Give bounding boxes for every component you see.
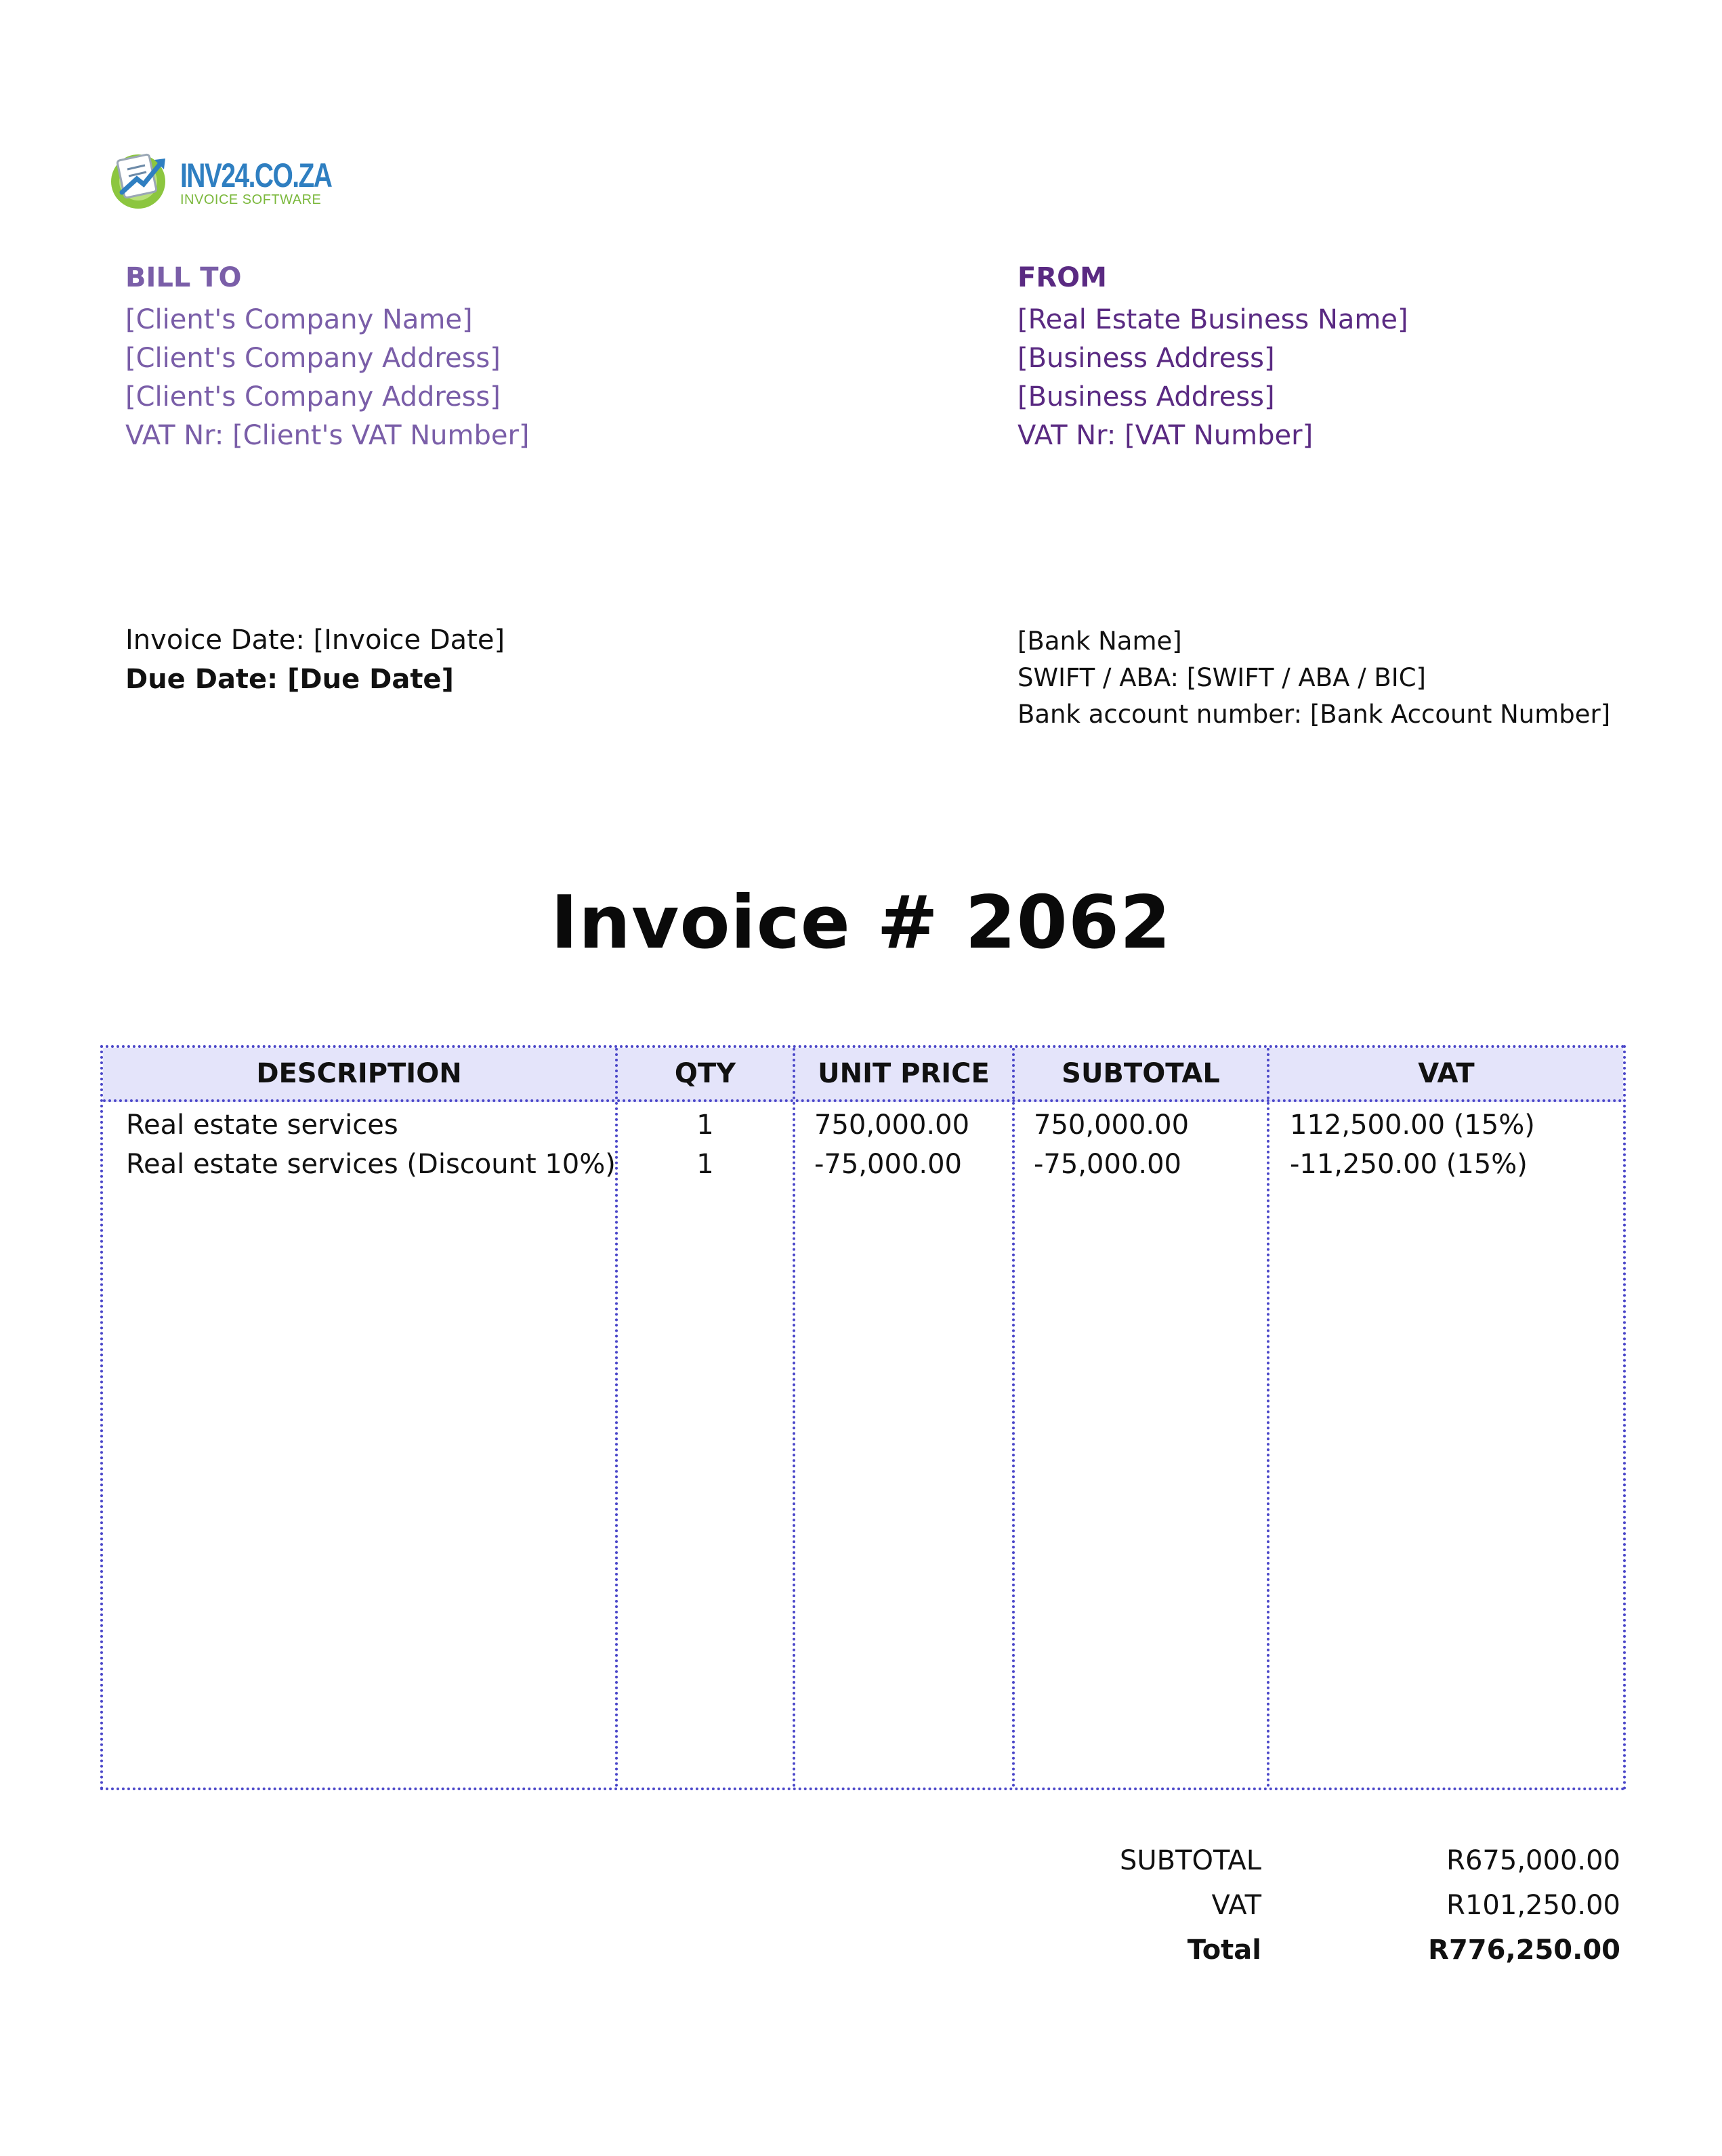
logo-tagline: INVOICE SOFTWARE — [180, 192, 322, 207]
row-1-subtotal: 750,000.00 — [1034, 1109, 1190, 1141]
row-2-subtotal: -75,000.00 — [1034, 1149, 1182, 1180]
bank-account-number: Bank account number: [Bank Account Number] — [1017, 700, 1611, 729]
bank-swift: SWIFT / ABA: [SWIFT / ABA / BIC] — [1017, 663, 1426, 692]
column-divider — [793, 1048, 795, 1788]
business-address-line-2: [Business Address] — [1017, 381, 1275, 413]
business-address-line-1: [Business Address] — [1017, 343, 1275, 374]
row-2-unit-price: -75,000.00 — [814, 1149, 963, 1180]
invoice-dates — [125, 627, 505, 705]
bill-to-block — [125, 264, 530, 461]
due-date: Due Date: [Due Date] — [125, 664, 454, 695]
vat-label: VAT — [1211, 1890, 1261, 1921]
header-subtotal: SUBTOTAL — [1062, 1058, 1220, 1089]
row-1-unit-price: 750,000.00 — [814, 1109, 970, 1141]
row-2-description: Real estate services (Discount 10%) — [126, 1149, 616, 1180]
subtotal-label: SUBTOTAL — [1119, 1845, 1261, 1876]
client-address-line-2: [Client's Company Address] — [125, 381, 501, 413]
client-vat-number: VAT Nr: [Client's VAT Number] — [125, 420, 530, 451]
business-name: [Real Estate Business Name] — [1017, 304, 1408, 335]
vat-value: R101,250.00 — [1446, 1890, 1620, 1921]
column-divider — [1267, 1048, 1269, 1788]
header-vat: VAT — [1418, 1058, 1475, 1089]
subtotal-value: R675,000.00 — [1446, 1845, 1620, 1876]
from-block — [1017, 264, 1408, 461]
row-1-qty: 1 — [696, 1109, 714, 1141]
row-2-vat: -11,250.00 (15%) — [1290, 1149, 1528, 1180]
business-vat-number: VAT Nr: [VAT Number] — [1017, 420, 1314, 451]
company-logo — [107, 145, 331, 213]
logo-name: INV24.CO.ZA — [180, 156, 332, 194]
invoice-title: Invoice # 2062 — [550, 881, 1172, 965]
header-unit-price: UNIT PRICE — [818, 1058, 990, 1089]
from-heading: FROM — [1017, 262, 1107, 293]
total-value: R776,250.00 — [1428, 1935, 1620, 1966]
client-address-line-1: [Client's Company Address] — [125, 343, 501, 374]
invoice-logo-icon — [107, 145, 175, 213]
invoice-date: Invoice Date: [Invoice Date] — [125, 625, 505, 656]
line-items-table — [100, 1045, 1626, 1790]
bill-to-heading: BILL TO — [125, 262, 242, 293]
header-description: DESCRIPTION — [256, 1058, 462, 1089]
header-qty: QTY — [674, 1058, 736, 1089]
client-company-name: [Client's Company Name] — [125, 304, 473, 335]
bank-name: [Bank Name] — [1017, 627, 1182, 656]
row-1-description: Real estate services — [126, 1109, 398, 1141]
total-label: Total — [1187, 1935, 1261, 1966]
row-1-vat: 112,500.00 (15%) — [1290, 1109, 1535, 1141]
row-2-qty: 1 — [696, 1149, 714, 1180]
column-divider — [1012, 1048, 1015, 1788]
bank-details — [1017, 629, 1610, 738]
